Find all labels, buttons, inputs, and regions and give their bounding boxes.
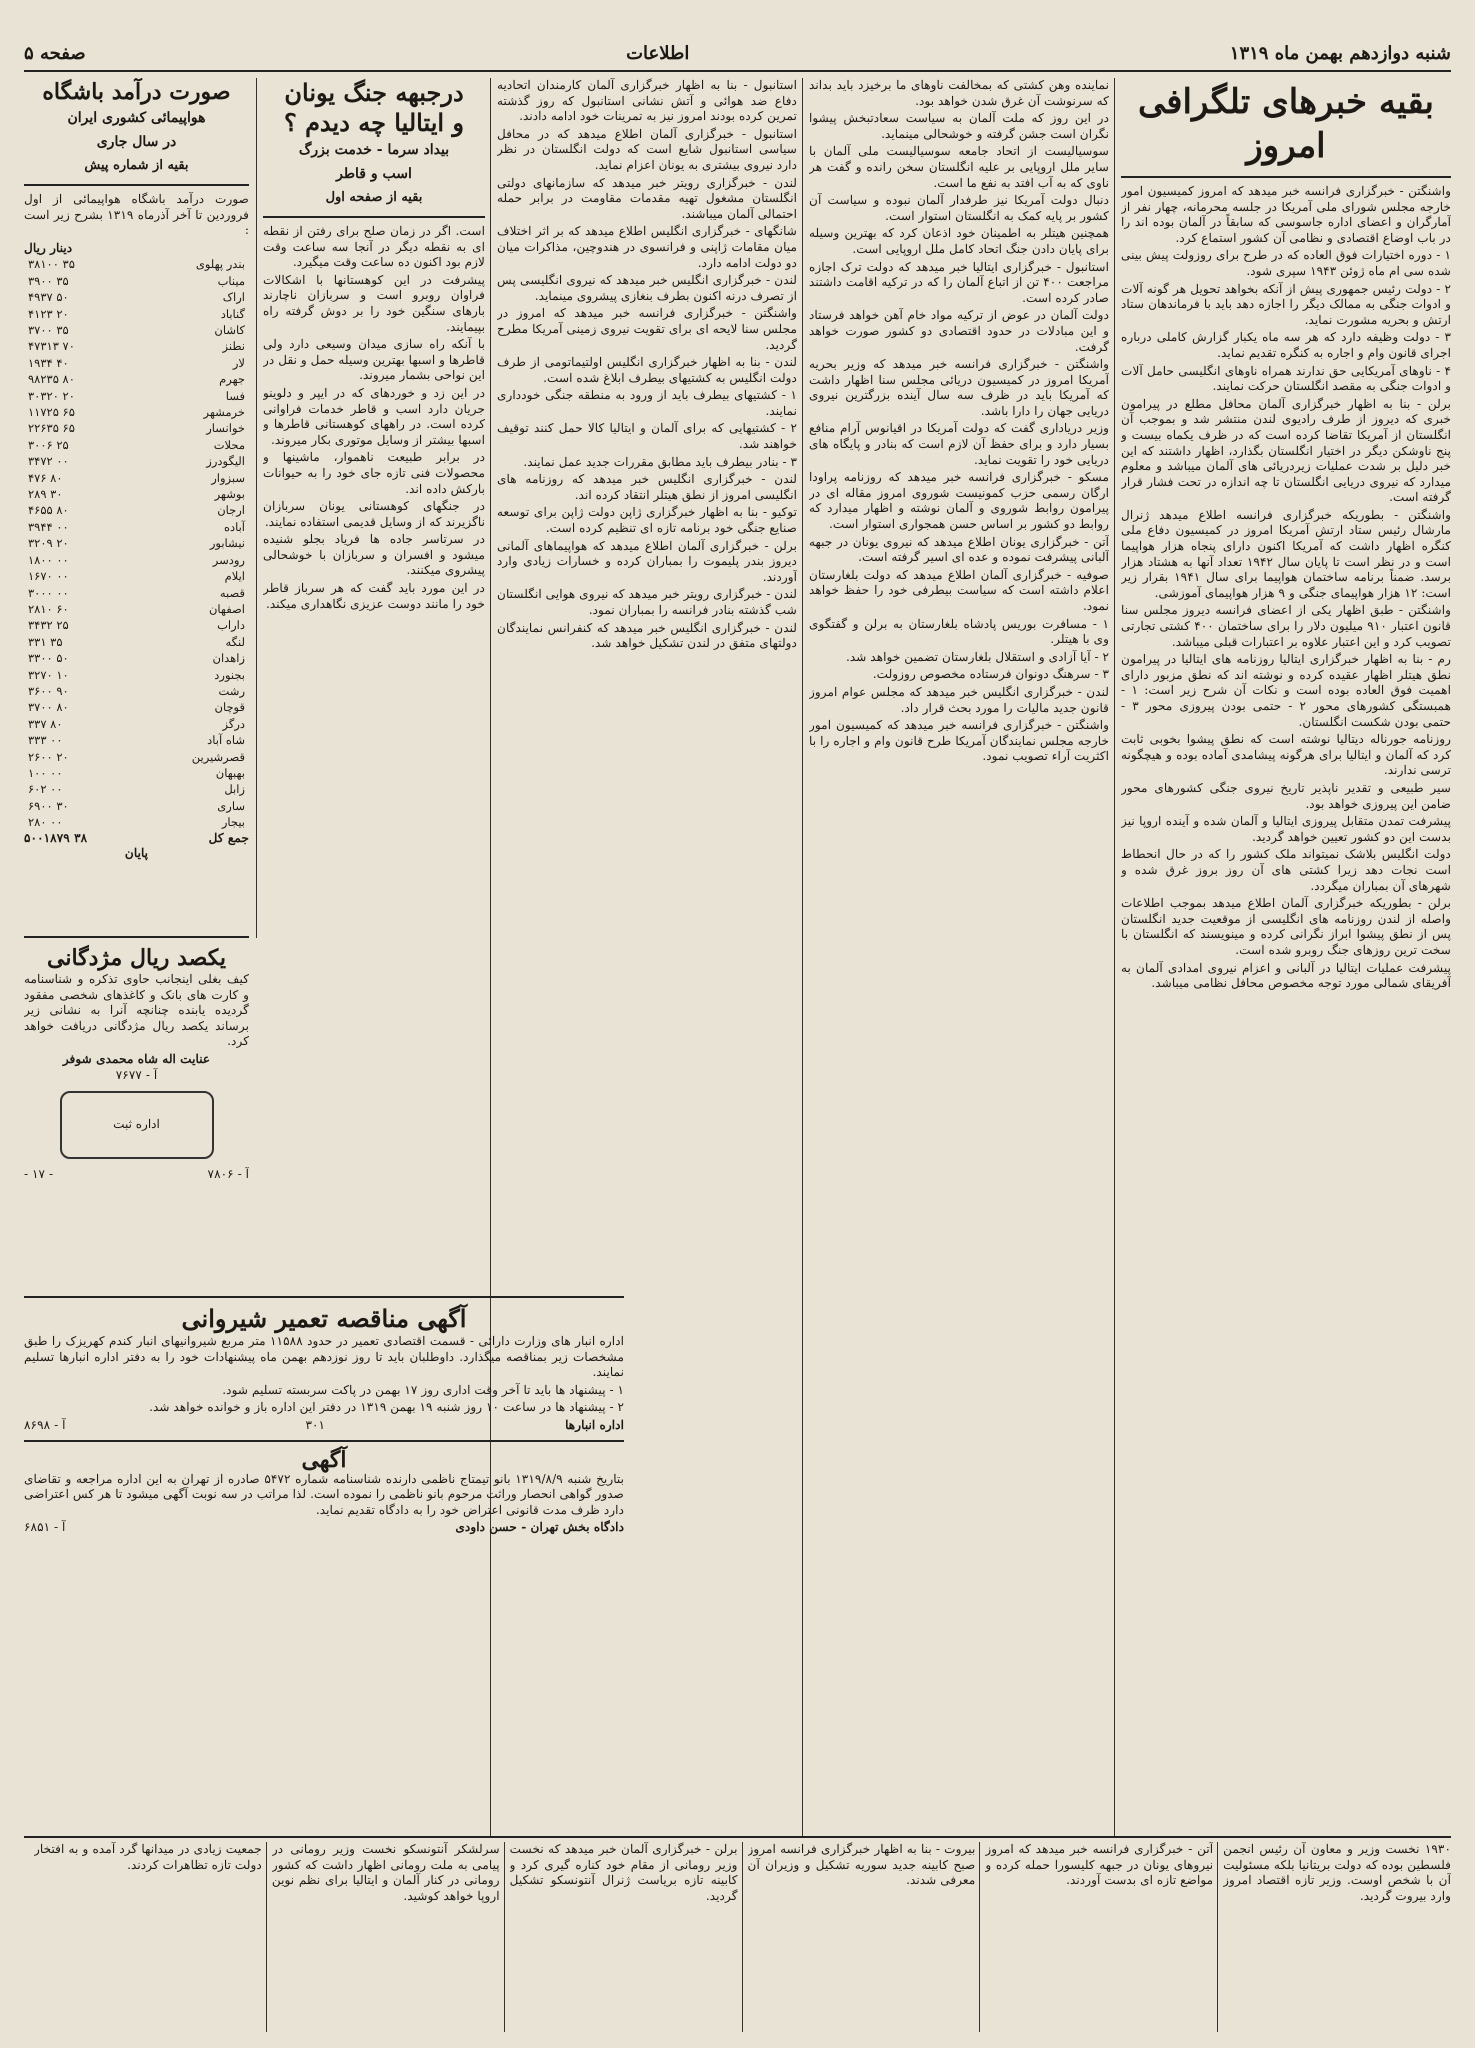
revenue-table xyxy=(24,256,249,830)
amount-cell: ۲۸۰ ۰۰ xyxy=(28,815,63,830)
news-paragraph: ۱ - کشتیهای بیطرف باید از ورود به منطقه جنگی خودداری نمایند. xyxy=(497,388,797,418)
table-row xyxy=(24,404,249,420)
city-cell: رشت xyxy=(218,683,245,698)
city-cell: نیشابور xyxy=(209,536,245,551)
subhead-cold: بیداد سرما - خدمت بزرگ xyxy=(298,142,450,158)
table-row xyxy=(24,486,249,502)
news-paragraph: وزیر دریاداری گفت که دولت آمریکا در اقیانوس آرام منافع بسیار دارد و برای حفظ آن لازم است که بنادر و پایگاه های دریایی خود را تقویت نماید. xyxy=(809,421,1109,467)
news-paragraph: روزنامه جورناله دیتالیا نوشته است که نطق پیشوا بخوبی ثابت کرد که آلمان و ایتالیا برای هرگونه پیشامدی آماده بوده و هیچگونه ترسی ندارند. xyxy=(1121,732,1451,778)
news-paragraph: همچنین هیتلر به اطمینان خود اذعان کرد که بهترین وسیله برای پایان دادن جنگ اتحاد کامل ملل اروپایی است. xyxy=(809,226,1109,256)
news-paragraph: پیشرفت تمدن متقابل پیروزی ایتالیا و آلمان شده و آینده اروپا نیز بدست این دو کشور تعیین خواهد گردید. xyxy=(1121,814,1451,844)
tender-code: آ - ۸۶۹۸ xyxy=(24,1417,66,1432)
amount-cell: ۴۱۲۳ ۲۰ xyxy=(28,306,69,321)
table-row xyxy=(24,568,249,584)
revenue-unit: دینار ریال xyxy=(24,240,73,255)
notice-footer xyxy=(24,1520,624,1536)
newspaper-name: اطلاعات xyxy=(626,42,690,64)
news-paragraph: نماینده وهن کشتی که بمخالفت ناوهای ما برخیزد باید بداند که سرنوشت آن غرق شدن خواهد بود. xyxy=(809,78,1109,108)
city-cell: زاهدان xyxy=(212,651,245,666)
notice-code: آ - ۶۸۵۱ xyxy=(24,1520,66,1535)
amount-cell: ۱۶۷۰ ۰۰ xyxy=(28,569,69,584)
news-paragraph: توکیو - بنا به اظهار خبرگزاری ژاپن دولت ژاپن برای توسعه صنایع جنگی خود برنامه تازه ای تنظیم کرده است. xyxy=(497,505,797,536)
news-paragraph: استانبول - بنا به اظهار خبرگزاری آلمان کارمندان اتحادیه دفاع ضد هوائی و آتش نشانی استانبول که روز گذشته تمرین کرده بودند امروز نیز به تمرینات خود ادامه دادند. xyxy=(497,78,797,124)
news-paragraph: آتن - خبرگزاری یونان اطلاع میدهد که نیروی یونان در جبهه آلبانی پیشرفت نموده و عده ای اسیر گرفته است. xyxy=(809,534,1109,565)
column-divider xyxy=(802,78,803,1838)
city-cell: خرمشهر xyxy=(203,405,245,420)
revenue-intro: صورت درآمد باشگاه هواپیمائی از اول فروردین تا آخر آذرماه ۱۳۱۹ بشرح زیر است : xyxy=(24,192,249,238)
table-row xyxy=(24,338,249,354)
amount-cell: ۳۲۷۰ ۱۰ xyxy=(28,667,69,682)
total-value: ۵۰۰۱۸۷۹ ۳۸ xyxy=(24,830,88,845)
city-cell: ارجان xyxy=(217,503,245,518)
tender-item-2: ۲ - پیشنهاد ها در ساعت ۱۰ روز شنبه ۱۹ بهمن ۱۳۱۹ در دفتر این اداره باز و خوانده خواهد شد. xyxy=(149,1400,624,1415)
city-cell: شاه آباد xyxy=(207,733,245,748)
notices-block xyxy=(24,1290,624,1830)
page-header xyxy=(24,40,1451,66)
news-paragraph: سیر طبیعی و تقدیر ناپذیر تاریخ نیروی جنگی کشورهای محور ضامن این پیروزی خواهد بود. xyxy=(1121,780,1451,811)
headline-aviation-revenue: صورت درآمد باشگاه xyxy=(42,79,231,105)
city-cell: زابل xyxy=(224,782,245,797)
news-paragraph: برلن - بنا به اظهار خبرگزاری آلمان محافل مطلع در پیرامون خبری که دیروز از طرف رادیوی لندن منتشر شد و بموجب آن انگلستان از آمریکا تقاضا کرده است که در ظرف یکماه بیست و پنج ناوشکن دیگر در اختیار انگلستان بگذارد، اظهار داشتند که این خبر دلیل بر شدت عملیات زیردریائی های آلمان میباشد و معلوم میدارد که نیروی دریایی انگلستان تا چه اندازه در تحت فشار قرار گرفته است. xyxy=(1121,396,1451,505)
table-row xyxy=(24,420,249,436)
reward-contact: عنایت اله شاه محمدی شوفر xyxy=(62,1051,211,1066)
headline-telegraph-news: بقیه خبرهای تلگرافی امروز xyxy=(1137,82,1435,166)
news-paragraph: ۳ - سرهنگ دونوان فرستاده مخصوص روزولت. xyxy=(872,667,1109,682)
notice-text: بتاریخ شنبه ۱۳۱۹/۸/۹ بانو تیمتاج ناظمی دارنده شناسنامه شماره ۵۴۷۲ صادره از تهران به این اداره مراجعه و تقاضای صدور گواهی انحصار وراثت مرحوم بانو ناظمی را نموده است. لذا مراتب در سه نوبت آگهی میشود تا هر کس اعتراضی دارد ظرف مدت قانونی اعتراض خود را به دادگاه تقدیم نماید. xyxy=(24,1471,624,1517)
table-row xyxy=(24,355,249,371)
amount-cell: ۴۷۶ ۸۰ xyxy=(28,470,63,485)
total-label: جمع کل xyxy=(208,830,249,845)
table-row xyxy=(24,650,249,666)
news-paragraph: رم - بنا به اظهار خبرگزاری ایتالیا روزنامه های ایتالیا در پیرامون نطق هیتلر اظهار عقیده کرده و نوشته اند که نطق مزبور دارای اهمیت فوق العاده بوده است و نکات آن شرح زیر است: ۱ - همبستگی کشورهای محور ۲ - حتمی بودن پیروزی محور ۳ - حتمی بودن شکست انگلستان. xyxy=(1121,652,1451,729)
table-row xyxy=(24,322,249,338)
city-cell: درگز xyxy=(222,716,245,731)
subhead-aviation-club: هواپیمائی کشوری ایران xyxy=(67,110,206,126)
news-paragraph: در سرتاسر جاده ها فریاد بجلو شنیده میشود و افسران و سربازان با خوشحالی پیشروی میکنند. xyxy=(263,532,485,578)
news-paragraph: ۱ - مسافرت بوریس پادشاه بلغارستان به برلن و گفتگوی وی با هیتلر. xyxy=(809,616,1109,647)
table-row xyxy=(24,617,249,633)
amount-cell: ۳۷۰۰ ۳۵ xyxy=(28,323,69,337)
header-rule xyxy=(24,70,1451,72)
headline-greece-front: درجبهه جنگ یونان xyxy=(284,78,464,107)
column-divider xyxy=(266,1842,267,2032)
city-cell: سبزوار xyxy=(211,470,245,485)
amount-cell: ۱۱۷۲۵ ۶۵ xyxy=(28,405,75,420)
amount-cell: ۳۴۳۲ ۲۵ xyxy=(28,618,69,633)
news-paragraph: لندن - خبرگزاری انگلیس خبر میدهد که کنفرانس نمایندگان دولتهای متفق در لندن تشکیل خواهد شد. xyxy=(497,620,797,651)
city-cell: نطنز xyxy=(222,339,245,354)
amount-cell: ۳۹۰۰ ۳۵ xyxy=(28,273,69,288)
news-paragraph: استانبول - خبرگزاری آلمان اطلاع میدهد که در محافل سیاسی استانبول شایع است که دولت انگلستان در نظر دارد نیروی بیشتری به یونان اعزام نماید. xyxy=(497,126,797,172)
tender-text: اداره انبار های وزارت دارائی - قسمت اقتصادی تعمیر در حدود ۱۱۵۸۸ متر مربع شیروانیهای انبار کندم کهریزک را طبق مشخصات زیر بمناقصه میگذارد. داوطلبان باید تا روز نوزدهم بهمن ماه پیشنهادات خود را به دفتر اداره انبارها تسلیم نمایند. xyxy=(24,1334,624,1380)
reward-text: کیف بغلی اینجانب حاوی تذکره و شناسنامه و کارت های بانک و کاغذهای شخصی مفقود گردیده یابنده چنانچه آنرا به نشانی زیر برساند یکصد ریال مژدگانی دریافت خواهد کرد. xyxy=(24,972,249,1049)
amount-cell: ۳۲۰۹ ۲۰ xyxy=(28,536,69,551)
news-paragraph: شانگهای - خبرگزاری انگلیس اطلاع میدهد که بر اثر اختلاف میان مقامات ژاپنی و فرانسوی در هندوچین، مذاکرات میان دو دولت ادامه دارد. xyxy=(497,224,797,270)
ad-code: آ - ۷۸۰۶ xyxy=(207,1167,249,1182)
city-cell: داراب xyxy=(217,618,245,633)
amount-cell: ۲۸۹ ۳۰ xyxy=(28,487,63,502)
tender-signature: اداره انبارها xyxy=(565,1417,624,1432)
news-paragraph: ۴ - ناوهای آمریکایی حق ندارند همراه ناوهای انگلیسی حامل آلات و ادوات جنگی به مقصد انگلستان حرکت نمایند. xyxy=(1121,363,1451,394)
news-paragraph: لندن - خبرگزاری رویتر خبر میدهد که نیروی هوایی انگلستان شب گذشته بنادر فرانسه را بمباران نمود. xyxy=(497,587,797,617)
amount-cell: ۳۳۰۰ ۵۰ xyxy=(28,651,69,666)
news-paragraph: استانبول - خبرگزاری ایتالیا خبر میدهد که دولت ترک اجازه مراجعت ۴۰۰ تن از اتباع آلمان را که در ترکیه اقامت داشتند صادر کرده است. xyxy=(809,259,1109,305)
table-row xyxy=(24,437,249,453)
ad-codes xyxy=(24,1167,249,1183)
amount-cell: ۳۳۷ ۸۰ xyxy=(28,716,63,731)
table-row xyxy=(24,732,249,748)
city-cell: خوانسار xyxy=(206,421,245,436)
amount-cell: ۳۶۰۰ ۹۰ xyxy=(28,683,69,698)
divider xyxy=(24,936,249,938)
table-row xyxy=(24,552,249,568)
amount-cell: ۳۰۰۰ ۰۰ xyxy=(28,585,69,600)
table-row xyxy=(24,273,249,289)
column-divider xyxy=(742,1842,743,2032)
amount-cell: ۲۸۱۰ ۶۰ xyxy=(28,601,69,616)
news-paragraph: واشنگتن - خبرگزاری فرانسه خبر میدهد که وزیر بحریه آمریکا امروز در کمیسیون دریائی مجلس سنا اظهار داشت که آمریکا باید در ظرف سه سال آینده بزرگترین نیروی دریایی جهان را دارا باشد. xyxy=(809,357,1109,418)
city-cell: بهبهان xyxy=(215,765,245,780)
city-cell: قوچان xyxy=(214,700,245,715)
news-paragraph: لندن - خبرگزاری انگلیس خبر میدهد که نیروی انگلیسی پس از تصرف درنه اکنون بطرف بنغازی پیشروی مینماید. xyxy=(497,273,797,303)
table-row xyxy=(24,781,249,797)
continued-from: بقیه از شماره پیش xyxy=(84,158,189,173)
amount-cell: ۱۸۰۰ ۰۰ xyxy=(28,552,69,567)
news-paragraph: در این مورد باید گفت که هر سرباز قاطر خود را مانند دوست عزیزی نگاهداری میکند. xyxy=(263,581,485,611)
news-paragraph: است. اگر در زمان صلح برای رفتن از نقطه ای به نقطه دیگر در آنجا سه ساعت وقت لازم بود اکنون ده ساعت وقت میگیرد. xyxy=(263,224,485,270)
strip-column: بیروت - بنا به اظهار خبرگزاری فرانسه امروز صبح کابینه جدید سوریه تشکیل و وزیران آن معرفی شدند. xyxy=(747,1842,976,1888)
column-1-body xyxy=(1121,184,1451,992)
table-row xyxy=(24,519,249,535)
news-paragraph: پیشرفت عملیات ایتالیا در آلبانی و اعزام نیروی امدادی آلمان به آفریقای شمالی مورد توجه مخصوص محافل نظامی میباشد. xyxy=(1121,960,1451,991)
column-2-body xyxy=(809,78,1109,765)
table-row xyxy=(24,634,249,650)
table-row xyxy=(24,699,249,715)
news-paragraph: دنبال دولت آمریکا نیز طرفدار آلمان نبوده و سیاست آن کشور بر پایه کمک به انگلستان استوار است. xyxy=(809,193,1109,223)
news-paragraph: در این زد و خوردهای که در ایپر و دلوینو جریان دارد اسب و قاطر خدمات فراوانی کرده است. در راههای کوهستانی قاطرها و اسبها بیشتر از وسایل موتوری بکار میروند. xyxy=(263,385,485,447)
table-row xyxy=(24,388,249,404)
amount-cell: ۴۶۵۵ ۸۰ xyxy=(28,503,69,518)
page-number: صفحه ۵ xyxy=(24,42,86,64)
seal-label: اداره ثبت xyxy=(113,1117,160,1132)
column-1 xyxy=(1121,78,1451,1838)
news-paragraph: لندن - بنا به اظهار خبرگزاری انگلیس اولتیماتومی از طرف دولت انگلیس به کشتیهای بیطرف ابلاغ شده است. xyxy=(497,355,797,385)
amount-cell: ۲۶۰۰ ۲۰ xyxy=(28,749,69,764)
amount-cell: ۲۲۶۳۵ ۶۵ xyxy=(28,421,75,436)
headline-notice: آگهی xyxy=(301,1446,347,1473)
column-divider xyxy=(1114,78,1115,1838)
city-cell: میناب xyxy=(217,273,245,288)
strip-column: سرلشکر آنتونسکو نخست وزیر رومانی در پیامی به ملت رومانی اظهار داشت که کشور رومانی در کنار آلمان و ایتالیا برای نظم نوین اروپا خواهد کوشید. xyxy=(271,1842,500,1903)
strip-column: برلن - خبرگزاری آلمان خبر میدهد که نخست وزیر رومانی از مقام خود کناره گیری کرد و کابینه تازه بریاست ژنرال آنتونسکو تشکیل گردید. xyxy=(509,1842,738,1903)
amount-cell: ۶۰۲ ۰۰ xyxy=(28,782,63,797)
ad-code-2: - ۱۷ - xyxy=(24,1167,54,1182)
amount-cell: ۳۰۰۶ ۲۵ xyxy=(28,437,69,452)
registry-seal-icon xyxy=(60,1091,214,1159)
column-5-revenue xyxy=(24,78,249,938)
reward-code: آ - ۷۶۷۷ xyxy=(115,1067,158,1082)
news-paragraph: مسکو - خبرگزاری فرانسه خبر میدهد که روزنامه پراودا ارگان رسمی حزب کمونیست شوروی امروز مقاله ای در پیرامون روابط شوروی و آلمان نوشته و اظهار میدارد که روابط دو کشور بر اساس حسن همجواری استوار است. xyxy=(809,470,1109,532)
city-cell: قصرشیرین xyxy=(191,749,245,764)
news-paragraph: واشنگتن - خبرگزاری فرانسه خبر میدهد که امروز کمیسیون امور خارجه مجلس شورای ملی آمریکا در جلسه محرمانه، چهار نفر از آمارگران و اعضای اداره جاسوسی که سابقاً در آلمان بوده اند را در باب اوضاع اقتصادی و نظامی آن کشور استماع کرد. xyxy=(1121,184,1451,245)
news-paragraph: با آنکه راه سازی میدان وسیعی دارد ولی قاطرها و اسبها بهترین وسیله حمل و نقل در این نواحی بشمار میروند. xyxy=(263,337,485,383)
amount-cell: ۳۹۴۴ ۰۰ xyxy=(28,519,69,534)
tender-footer xyxy=(24,1418,624,1434)
news-paragraph: لندن - خبرگزاری انگلیس خبر میدهد که روزنامه های انگلیسی امروز از نطق هیتلر انتقاد کرده اند. xyxy=(497,472,797,502)
subhead-horse: اسب و قاطر xyxy=(336,166,412,182)
amount-cell: ۹۸۲۳۵ ۸۰ xyxy=(28,372,75,387)
news-paragraph: برلن - بطوریکه خبرگزاری آلمان اطلاع میدهد بموجب اطلاعات واصله از لندن روزنامه های انگلیسی از موقعیت جدید انگلستان پس از نطق پیشوا ابراز نگرانی کرده و مینویسند که انگلستان با سخت ترین روزهای جنگ روبرو شده است. xyxy=(1121,896,1451,957)
table-row xyxy=(24,798,249,814)
table-row xyxy=(24,585,249,601)
city-cell: قصبه xyxy=(219,585,245,600)
continued-from: بقیه از صفحه اول xyxy=(325,190,423,205)
table-row xyxy=(24,535,249,551)
subhead-current-year: در سال جاری xyxy=(96,134,177,150)
news-paragraph: صوفیه - خبرگزاری آلمان اطلاع میدهد که دولت بلغارستان اعلام داشته است که سیاست بیطرفی خود را حفظ خواهد نمود. xyxy=(809,567,1109,613)
city-cell: لنگه xyxy=(225,634,245,649)
column-divider xyxy=(504,1842,505,2032)
city-cell: الیگودرز xyxy=(206,454,245,469)
headline-tender: آگهی مناقصه تعمیر شیروانی xyxy=(181,1304,467,1333)
tender-item-1: ۱ - پیشنهاد ها باید تا آخر وقت اداری روز ۱۷ بهمن در پاکت سربسته تسلیم شود. xyxy=(222,1382,624,1397)
table-row xyxy=(24,256,249,272)
table-row xyxy=(24,601,249,617)
table-row xyxy=(24,371,249,387)
revenue-total xyxy=(24,831,249,847)
city-cell: اصفهان xyxy=(208,601,245,616)
headline-reward: یکصد ریال مژدگانی xyxy=(46,945,226,971)
news-paragraph: سوسیالیست از اتحاد جامعه سوسیالیست ملی آلمان با سایر ملل اروپایی بر علیه انگلستان سخن رانده و گفت هر ناوی که به آب افتد به نفع ما است. xyxy=(809,144,1109,190)
city-cell: لار xyxy=(232,355,245,370)
strip-column: آتن - خبرگزاری فرانسه خبر میدهد که امروز نیروهای یونان در جبهه کلیسورا حمله کرده و مواضع تازه ای بدست آوردند. xyxy=(985,1842,1214,1888)
city-cell: جهرم xyxy=(219,372,245,387)
city-cell: محلات xyxy=(213,437,245,452)
city-cell: آباده xyxy=(223,519,245,534)
column-divider xyxy=(1217,1842,1218,2032)
amount-cell: ۳۳۳ ۰۰ xyxy=(28,733,63,748)
divider xyxy=(24,1296,624,1298)
table-row xyxy=(24,470,249,486)
table-row xyxy=(24,716,249,732)
strip-column: جمعیت زیادی در میدانها گرد آمده و به افتخار دولت تازه تظاهرات کردند. xyxy=(34,1842,262,1872)
city-cell: رودسر xyxy=(212,552,245,567)
table-row xyxy=(24,306,249,322)
city-cell: بیجار xyxy=(221,815,245,830)
news-paragraph: واشنگتن - طبق اظهار یکی از اعضای فرانسه دیروز مجلس سنا قانون اعتبار ۹۱۰ میلیون دلار را برای ساختمان ۴۰۰ کشتی تجارتی تصویب کرد و این اعتبار علاوه بر اعتبارات قبلی میباشد. xyxy=(1121,603,1451,649)
column-4-body xyxy=(263,224,485,612)
column-2 xyxy=(809,78,1109,1838)
page-date: شنبه دوازدهم بهمن ماه ۱۳۱۹ xyxy=(1229,42,1451,64)
city-cell: ایلام xyxy=(224,569,245,584)
reward-ad xyxy=(24,930,249,1270)
tender-code-2: ۳۰۱ xyxy=(305,1417,326,1432)
news-paragraph: واشنگتن - خبرگزاری فرانسه خبر میدهد که کمیسیون امور خارجه مجلس نمایندگان آمریکا طرح قانون وام و اجاره را با اکثریت آراء تصویب نمود. xyxy=(809,718,1109,764)
notice-signature: دادگاه بخش تهران - حسن داودی xyxy=(455,1520,624,1535)
table-row xyxy=(24,749,249,765)
headline-what-i-saw: و ایتالیا چه دیدم ؟ xyxy=(283,108,465,137)
amount-cell: ۱۰۰ ۰۰ xyxy=(28,765,63,780)
news-paragraph: ۳ - دولت وظیفه دارد که هر سه ماه یکبار گزارش کاملی درباره اجرای قانون وام و اجاره به کنگره تقدیم نماید. xyxy=(1121,330,1451,360)
amount-cell: ۱۹۳۴ ۴۰ xyxy=(28,355,69,370)
table-row xyxy=(24,502,249,518)
news-paragraph: واشنگتن - بطوریکه خبرگزاری فرانسه اطلاع میدهد ژنرال مارشال رئیس ستاد ارتش آمریکا امروز در کمیسیون دفاع ملی کنگره اظهار داشت که آمریکا اکنون دارای پنجاه هزار هواپیما است و در نظر است تا پایان سال ۱۹۴۲ تعداد آنها به هشتاد هزار برسد. ضمناً برنامه ساختمان هواپیما برای سال ۱۹۴۱ بقرار زیر است: ۱۲ هزار هواپیمای جنگی و ۹ هزار هواپیمای آموزشی. xyxy=(1121,507,1451,600)
divider xyxy=(24,1440,624,1442)
news-paragraph: ۲ - دولت رئیس جمهوری پیش از آنکه بخواهد تحویل هر گونه آلات و ادوات جنگی به ممالک دیگر را اجازه دهد باید با فرماندهان ستاد ارتش و بحریه مشورت نماید. xyxy=(1121,281,1451,327)
amount-cell: ۳۰۳۲۰ ۲۰ xyxy=(28,388,75,403)
table-row xyxy=(24,683,249,699)
news-paragraph: لندن - خبرگزاری رویتر خبر میدهد که سازمانهای دولتی انگلستان مشغول تهیه مقدمات مقاومت در برابر حمله احتمالی آلمان میباشند. xyxy=(497,175,797,221)
table-row xyxy=(24,765,249,781)
bottom-rule xyxy=(24,1836,1451,1838)
column-divider xyxy=(256,78,257,938)
revenue-end: پایان xyxy=(124,846,149,861)
city-cell: بندر پهلوی xyxy=(195,257,245,272)
divider xyxy=(1121,176,1451,178)
amount-cell: ۴۹۳۷ ۵۰ xyxy=(28,290,69,305)
divider xyxy=(24,184,249,186)
column-3-body xyxy=(497,78,797,652)
city-cell: اراک xyxy=(222,290,245,305)
news-paragraph: در این روز که ملت آلمان به سیاست سعادتبخش پیشوا نگران است جشن گرفته و خوشحالی مینماید. xyxy=(809,111,1109,141)
table-row xyxy=(24,289,249,305)
amount-cell: ۴۷۳۱۳ ۷۰ xyxy=(28,339,75,354)
table-row xyxy=(24,667,249,683)
news-paragraph: برلن - خبرگزاری آلمان اطلاع میدهد که هواپیماهای آلمانی دیروز بندر پلیموت را بمباران کرده و خسارات زیادی وارد آوردند. xyxy=(497,538,797,584)
news-paragraph: پیشرفت در این کوهستانها با اشکالات فراوان روبرو است و سربازان ناچارند بارهای سنگین خود را بر دوش گرفته راه بپیمایند. xyxy=(263,272,485,334)
news-paragraph: ۲ - کشتیهایی که برای آلمان و ایتالیا کالا حمل کنند توقیف خواهند شد. xyxy=(497,421,797,452)
news-paragraph: در جنگهای کوهستانی یونان سربازان ناگزیرند که از وسایل قدیمی استفاده نمایند. xyxy=(263,499,485,529)
amount-cell: ۶۹۰۰ ۳۰ xyxy=(28,798,69,813)
amount-cell: ۳۷۰۰ ۸۰ xyxy=(28,700,69,715)
amount-cell: ۳۴۷۲ ۰۰ xyxy=(28,454,69,469)
news-paragraph: واشنگتن - خبرگزاری فرانسه خبر میدهد که امروز در مجلس سنا لایحه ای برای تقویت نیروی زمینی آمریکا مطرح گردید. xyxy=(497,306,797,352)
news-paragraph: ۲ - آیا آزادی و استقلال بلغارستان تضمین خواهد شد. xyxy=(845,649,1109,664)
divider xyxy=(263,216,485,218)
strip-column: ۱۹۳۰ نخست وزیر و معاون آن رئیس انجمن فلسطین بوده که دولت بریتانیا بلکه مسئولیت آن با شخص اوست. وزیر تازه اقتصاد امروز وارد بیروت گردید. xyxy=(1223,1842,1451,1903)
table-row xyxy=(24,453,249,469)
column-4-feature xyxy=(263,78,485,1298)
news-paragraph: دولت آلمان در عوض از ترکیه مواد خام آهن خواهد فرستاد و این مبادلات در حدود اقتصادی دو کشور صورت خواهد گرفت. xyxy=(809,308,1109,354)
table-row xyxy=(24,814,249,830)
news-paragraph: ۱ - دوره اختیارات فوق العاده که در طرح برای روزولت پیش بینی شده سی ام ماه ژوئن ۱۹۴۳ سپری شود. xyxy=(1121,248,1451,278)
bottom-news-strip xyxy=(24,1842,1451,2032)
column-divider xyxy=(979,1842,980,2032)
city-cell: فسا xyxy=(225,388,245,403)
city-cell: کاشان xyxy=(214,323,245,337)
amount-cell: ۳۸۱۰۰ ۳۵ xyxy=(28,257,75,272)
city-cell: گناباد xyxy=(220,306,245,321)
news-paragraph: لندن - خبرگزاری انگلیس خبر میدهد که مجلس عوام امروز قانون جدید مالیات را مورد بحث قرار داد. xyxy=(809,684,1109,715)
news-paragraph: در برابر طبیعت ناهموار، ماشینها و محصولات فنی تازه جای خود را به حیوانات بارکش داده اند. xyxy=(263,450,485,496)
news-paragraph: ۳ - بنادر بیطرف باید مطابق مقررات جدید عمل نمایند. xyxy=(523,454,797,469)
news-paragraph: دولت انگلیس بلاشک نمیتواند ملک کشور را که در حال انحطاط است نجات دهد زیرا کشتی های آن روز بروز غرق شده و شهرهای آن بمباران میگردد. xyxy=(1121,847,1451,893)
city-cell: بجنورد xyxy=(214,667,245,682)
city-cell: بوشهر xyxy=(214,487,245,502)
amount-cell: ۳۳۱ ۳۵ xyxy=(28,634,63,649)
city-cell: ساری xyxy=(217,798,245,813)
